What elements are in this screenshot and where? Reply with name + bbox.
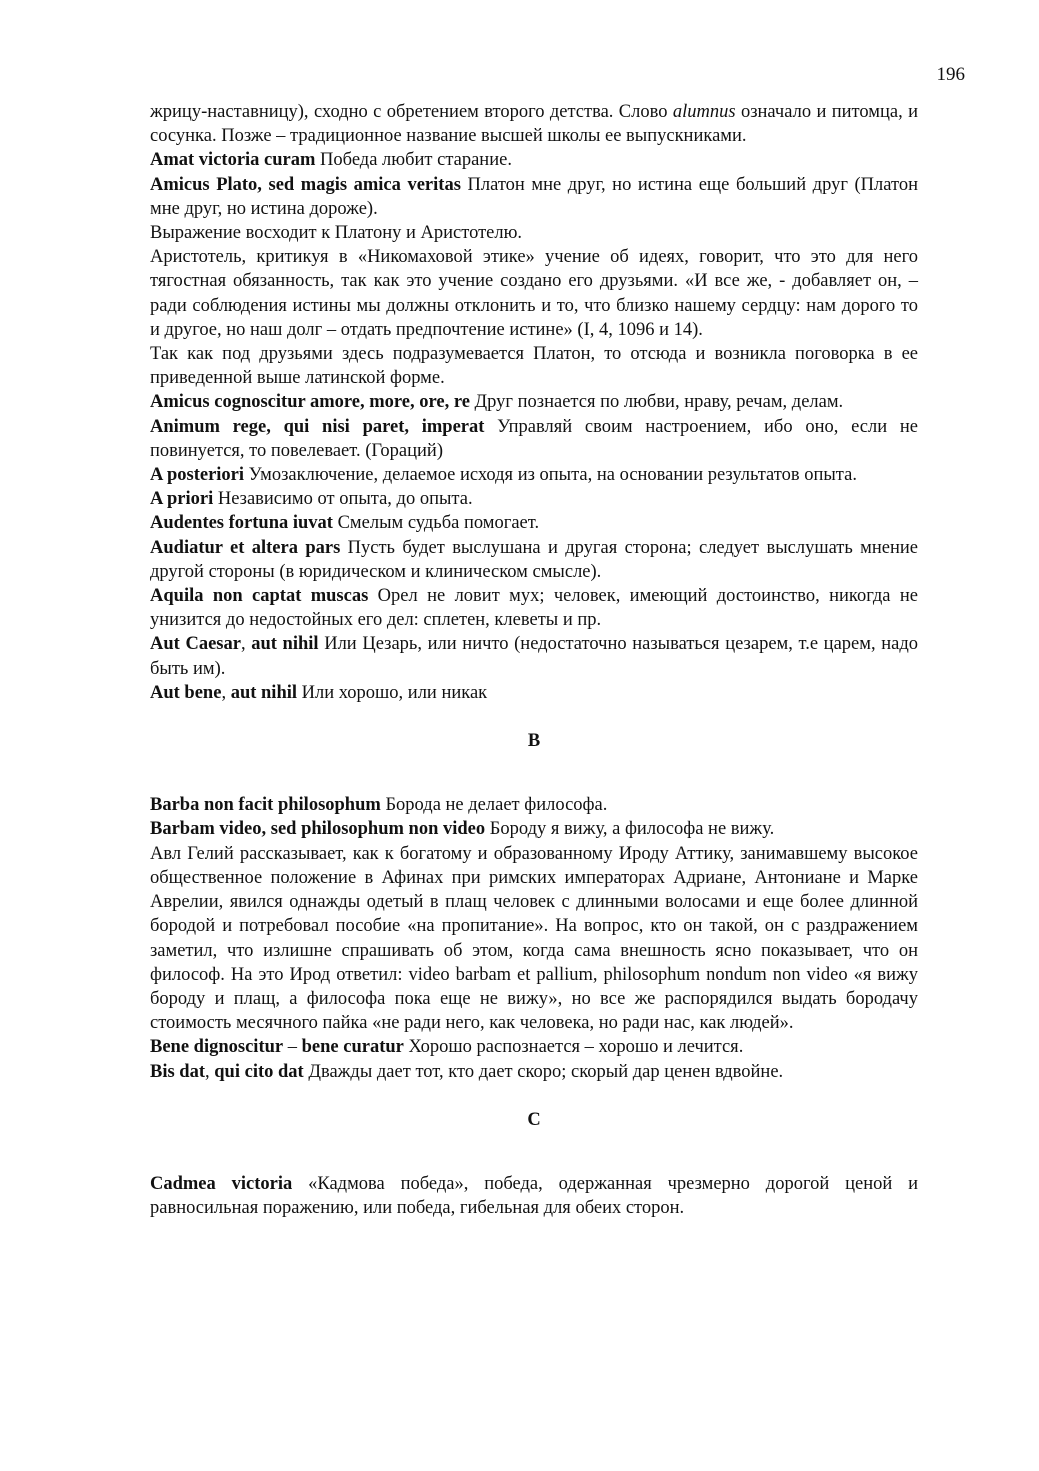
entry-text: Умозаключение, делаемое исходя из опыта, на основании результатов опыта.	[244, 465, 857, 486]
dictionary-entry	[150, 817, 918, 841]
dictionary-entry	[150, 632, 918, 680]
section-c-entries	[150, 1172, 918, 1220]
latin-term: Bene dignoscitur	[150, 1037, 284, 1058]
latin-term: Aquila non captat muscas	[150, 586, 369, 607]
dictionary-entry	[150, 148, 918, 172]
latin-term: aut nihil	[230, 682, 298, 703]
entry-text: Или Цезарь, или ничто (недостаточно называться цезарем, т.е царем, надо быть им).	[150, 634, 918, 679]
entry-text: Пусть будет выслушана и другая сторона; следует выслушать мнение другой стороны (в юридическом и клиническом смысле).	[150, 537, 919, 582]
dictionary-entry	[150, 342, 918, 390]
dictionary-entry	[150, 1060, 918, 1084]
latin-term: Barba non facit philosophum	[150, 795, 381, 816]
latin-term: qui cito dat	[214, 1061, 304, 1082]
entry-text: Победа любит старание.	[315, 150, 512, 171]
italic-word: alumnus	[672, 102, 736, 122]
latin-term: Aut bene	[150, 682, 222, 703]
entry-text: ,	[240, 634, 252, 655]
latin-term: Amicus Plato, sed magis amica veritas	[150, 174, 461, 195]
dictionary-entry	[150, 536, 918, 584]
latin-term: A posteriori	[150, 465, 245, 486]
entry-text: Смелым судьба помогает.	[332, 513, 540, 534]
dictionary-entry	[150, 842, 918, 1036]
entry-text: ,	[205, 1061, 215, 1082]
entry-text: Или хорошо, или никак	[297, 682, 488, 703]
entry-text: Авл Гелий рассказывает, как к богатому и образованному Ироду Аттику, занимавшему высокое общественное положение в Афинах при римских императорах Адриане, Антониане и Марке Аврелии, явился однажды одетый в плащ человек с длинными волосами и еще более длинной бородой и потребовал пособие «на пропитание». На вопрос, кто он такой, он с раздражением заметил, что излишне спрашивать об этом, когда сама внешность ясно показывает, что он философ. На это Ирод ответил: video barbam et pallium, philosophum nondum non video «я вижу бороду и плащ, а философа пока еще не вижу», но все же распорядился выдать бородачу стоимость месячного пайка «не ради него, как человека, но ради нас, как людей».	[150, 843, 918, 1034]
dictionary-entry	[150, 584, 918, 632]
entry-text: Платон мне друг, но истина еще больший друг (Платон мне друг, но истина дороже).	[150, 174, 918, 219]
document-body	[150, 100, 918, 1220]
dictionary-entry	[150, 245, 918, 342]
entry-text: –	[283, 1037, 302, 1058]
latin-term: Animum rege, qui nisi paret, imperat	[150, 416, 485, 437]
dictionary-entry	[150, 100, 918, 148]
entry-text: Друг познается по любви, нраву, речам, делам.	[469, 392, 844, 413]
latin-term: aut nihil	[251, 634, 319, 655]
latin-term: Aut Caesar	[150, 634, 241, 655]
latin-term: Audentes fortuna iuvat	[150, 513, 333, 534]
entry-text: жрицу-наставницу), сходно с обретением второго детства. Слово	[150, 102, 673, 122]
latin-term: Amicus cognoscitur amore, more, ore, re	[150, 392, 470, 413]
dictionary-entry	[150, 681, 918, 705]
latin-term: Cadmea victoria	[150, 1173, 293, 1194]
entry-text: Бороду я вижу, а философа не вижу.	[485, 819, 775, 840]
entry-text: Дважды дает тот, кто дает скоро; скорый дар ценен вдвойне.	[303, 1061, 784, 1082]
entry-text: Орел не ловит мух; человек, имеющий достоинство, никогда не унизится до недостойных его дел: сплетен, клеветы и пр.	[150, 586, 918, 631]
page-number: 196	[936, 64, 965, 85]
entry-text: Выражение восходит к Платону и Аристотелю.	[150, 223, 523, 244]
latin-term: Amat victoria curam	[150, 150, 316, 171]
entry-text: Независимо от опыта, до опыта.	[213, 489, 473, 510]
entry-text: «Кадмова победа», победа, одержанная чрезмерно дорогой ценой и равносильная поражению, или победа, гибельная для обеих сторон.	[150, 1173, 918, 1219]
dictionary-entry	[150, 793, 918, 817]
entry-text: ,	[221, 682, 231, 703]
latin-term: Barbam video, sed philosophum non video	[150, 819, 486, 840]
latin-term: bene curatur	[301, 1037, 404, 1058]
dictionary-entry	[150, 463, 918, 487]
dictionary-entry	[150, 511, 918, 535]
section-b-entries	[150, 793, 918, 1083]
dictionary-entry	[150, 487, 918, 511]
dictionary-entry	[150, 1035, 918, 1059]
entry-text: Так как под друзьями здесь подразумевается Платон, то отсюда и возникла поговорка в ее приведенной выше латинской форме.	[150, 344, 918, 389]
section-heading-b: B	[527, 731, 541, 752]
entry-text: Хорошо распознается – хорошо и лечится.	[403, 1037, 744, 1058]
dictionary-entry	[150, 390, 918, 414]
section-heading-c: C	[527, 1109, 541, 1130]
entry-text: Управляй своим настроением, ибо оно, если не повинуется, то повелевает. (Гораций)	[150, 416, 918, 461]
dictionary-entry	[150, 173, 918, 221]
entry-text: Аристотель, критикуя в «Никомаховой этике» учение об идеях, говорит, что это для него тягостная обязанность, так как это учение создано его друзьями. «И все же, - добавляет он, – ради соблюдения истины мы должны отклонить и то, что близко нашему сердцу: нам дорого то и другое, но наш долг – отдать предпочтение истине» (I, 4, 1096 и 14).	[150, 247, 918, 340]
latin-term: Audiatur et altera pars	[150, 537, 341, 558]
section-a-entries	[150, 100, 918, 705]
entry-text: означало и питомца, и сосунка. Позже – традиционное название высшей школы ее выпускниками.	[150, 102, 919, 147]
dictionary-entry	[150, 1172, 918, 1220]
latin-term: A priori	[150, 489, 214, 510]
latin-term: Bis dat	[150, 1061, 206, 1082]
dictionary-entry	[150, 415, 918, 463]
dictionary-entry	[150, 221, 918, 245]
entry-text: Борода не делает философа.	[380, 795, 608, 816]
